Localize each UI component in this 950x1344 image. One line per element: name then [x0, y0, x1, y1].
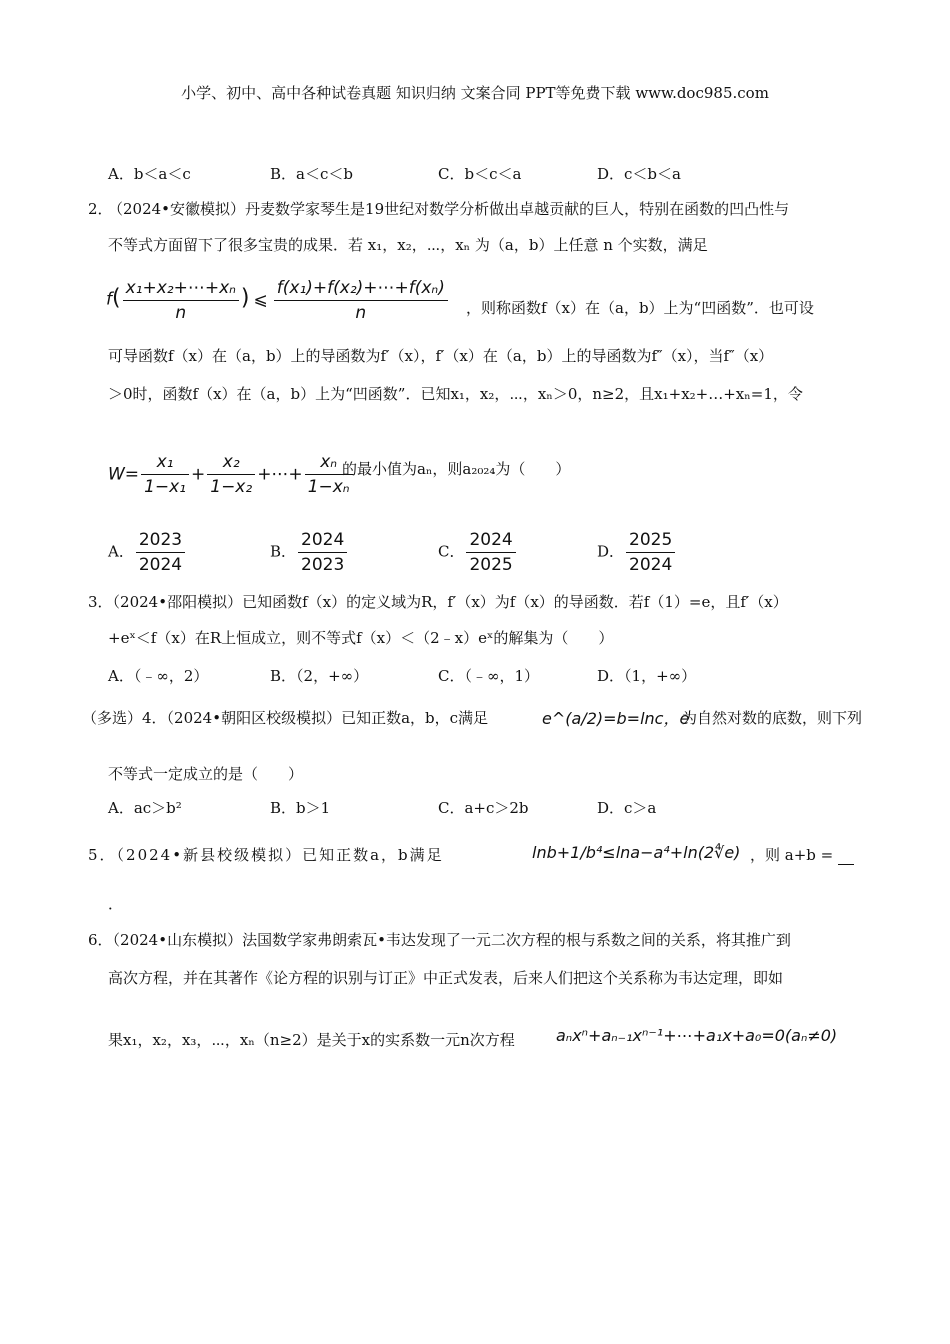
q2-right-fraction: $\frac{\text{f(x₁)+f(x₂)+⋯+f(xₙ)}}{n}$ [274, 278, 448, 323]
q2-line-5: ＞0时，函数f（x）在（a，b）上为“凹函数”．已知x₁，x₂，⋯，xₙ＞0，n≥2，且x₁+x₂+…+xₙ=1，令 [108, 385, 803, 403]
q2-line-2: 不等式方面留下了很多宝贵的成果．若 x₁，x₂，⋯，xₙ 为（a，b）上任意 n 个实数，满足 [108, 236, 708, 254]
q5-end: ． [108, 895, 124, 913]
page-header: 小学、初中、高中各种试卷真题 知识归纳 文案合同 PPT等免费下载 www.doc985.com [181, 84, 769, 102]
q3-option-c: C．（﹣∞，1） [438, 667, 540, 685]
q2-option-b: B． $\frac{2024}{2023}$ [270, 530, 349, 575]
q4-line-1-head: （多选）4．（2024•朝阳区校级模拟）已知正数a，b，c满足 [82, 709, 489, 727]
q5-tail: ，则 a+b = [750, 845, 854, 865]
q3-line-2: +eˣ＜f（x）在R上恒成立，则不等式f（x）＜（2﹣x）eˣ的解集为（ ） [108, 629, 614, 647]
q1-option-c: C．b＜c＜a [438, 165, 522, 183]
q3-option-a: A．（﹣∞，2） [108, 667, 209, 685]
q1-option-b: B．a＜c＜b [270, 165, 353, 183]
q2-option-c: C． $\frac{2024}{2025}$ [438, 530, 518, 575]
q6-line-1: 6．（2024•山东模拟）法国数学家弗朗索瓦•韦达发现了一元二次方程的根与系数之间的关系，将其推广到 [88, 931, 791, 949]
q6-line-2: 高次方程，并在其著作《论方程的识别与订正》中正式发表，后来人们把这个关系称为韦达定理，即如 [108, 969, 784, 987]
q2-option-d: D． $\frac{2025}{2024}$ [597, 530, 677, 575]
q6-equation: aₙxⁿ+aₙ₋₁xⁿ⁻¹+⋯+a₁x+a₀=0(aₙ≠0) [556, 1026, 838, 1045]
q2-w-tail: 的最小值为aₙ，则a₂₀₂₄为（ ） [342, 460, 571, 478]
q5-answer-blank [838, 850, 854, 865]
q4-line-1-tail: 为自然对数的底数，则下列 [682, 709, 863, 727]
q3-option-d: D．（1，+∞） [597, 667, 697, 685]
q1-option-a: A．b＜a＜c [108, 165, 191, 183]
q5-inequality: lnb+1/b⁴≤lna−a⁴+ln(2∜e) [532, 843, 741, 862]
q2-line-4: 可导函数f（x）在（a，b）上的导函数为f′（x），f′（x）在（a，b）上的导函数为f″（x），当f″（x） [108, 347, 774, 365]
q2-w-expression: W= $\frac{\text{x₁}}{\text{1−x₁}}$ + $\frac{\text{x₂}}{\text{1−x₂}}$ +⋯+ $\frac{\text{xₙ}}{\text{1−xₙ}}$ [108, 452, 355, 497]
q4-option-d: D．c＞a [597, 799, 657, 817]
q2-left-fraction: $\frac{\text{x₁+x₂+⋯+xₙ}}{n}$ [123, 278, 239, 323]
q1-option-d: D．c＜b＜a [597, 165, 681, 183]
q5-head: 5．（2024•新县校级模拟）已知正数a，b满足 [88, 846, 444, 864]
q6-line-3: 果x₁，x₂，x₃，⋯，xₙ（n≥2）是关于x的实系数一元n次方程 [108, 1031, 515, 1049]
q2-jensen-inequality: f( $\frac{\text{x₁+x₂+⋯+xₙ}}{n}$ ) ⩽ $\frac{\text{f(x₁)+f(x₂)+⋯+f(xₙ)}}{n}$ [106, 278, 450, 323]
q2-option-a: A． $\frac{2023}{2024}$ [108, 530, 187, 575]
q2-line-1: （2024•安徽模拟）丹麦数学家琴生是19世纪对数学分析做出卓越贡献的巨人，特别在函数的凹凸性与 [108, 200, 790, 218]
q4-option-a: A．ac＞b² [108, 799, 182, 817]
q4-option-c: C．a+c＞2b [438, 799, 529, 817]
q4-condition: e^(a/2)=b=lnc，e [542, 709, 690, 728]
q4-option-b: B．b＞1 [270, 799, 331, 817]
q3-option-b: B．（2，+∞） [270, 667, 369, 685]
q2-line-3-tail: ，则称函数f（x）在（a，b）上为“凹函数”．也可设 [466, 299, 814, 317]
q4-line-2: 不等式一定成立的是（ ） [108, 765, 304, 783]
q2-number: 2． [88, 200, 113, 218]
q3-line-1: 3．（2024•邵阳模拟）已知函数f（x）的定义域为R，f′（x）为f（x）的导函数．若f（1）=e，且f′（x） [88, 593, 788, 611]
